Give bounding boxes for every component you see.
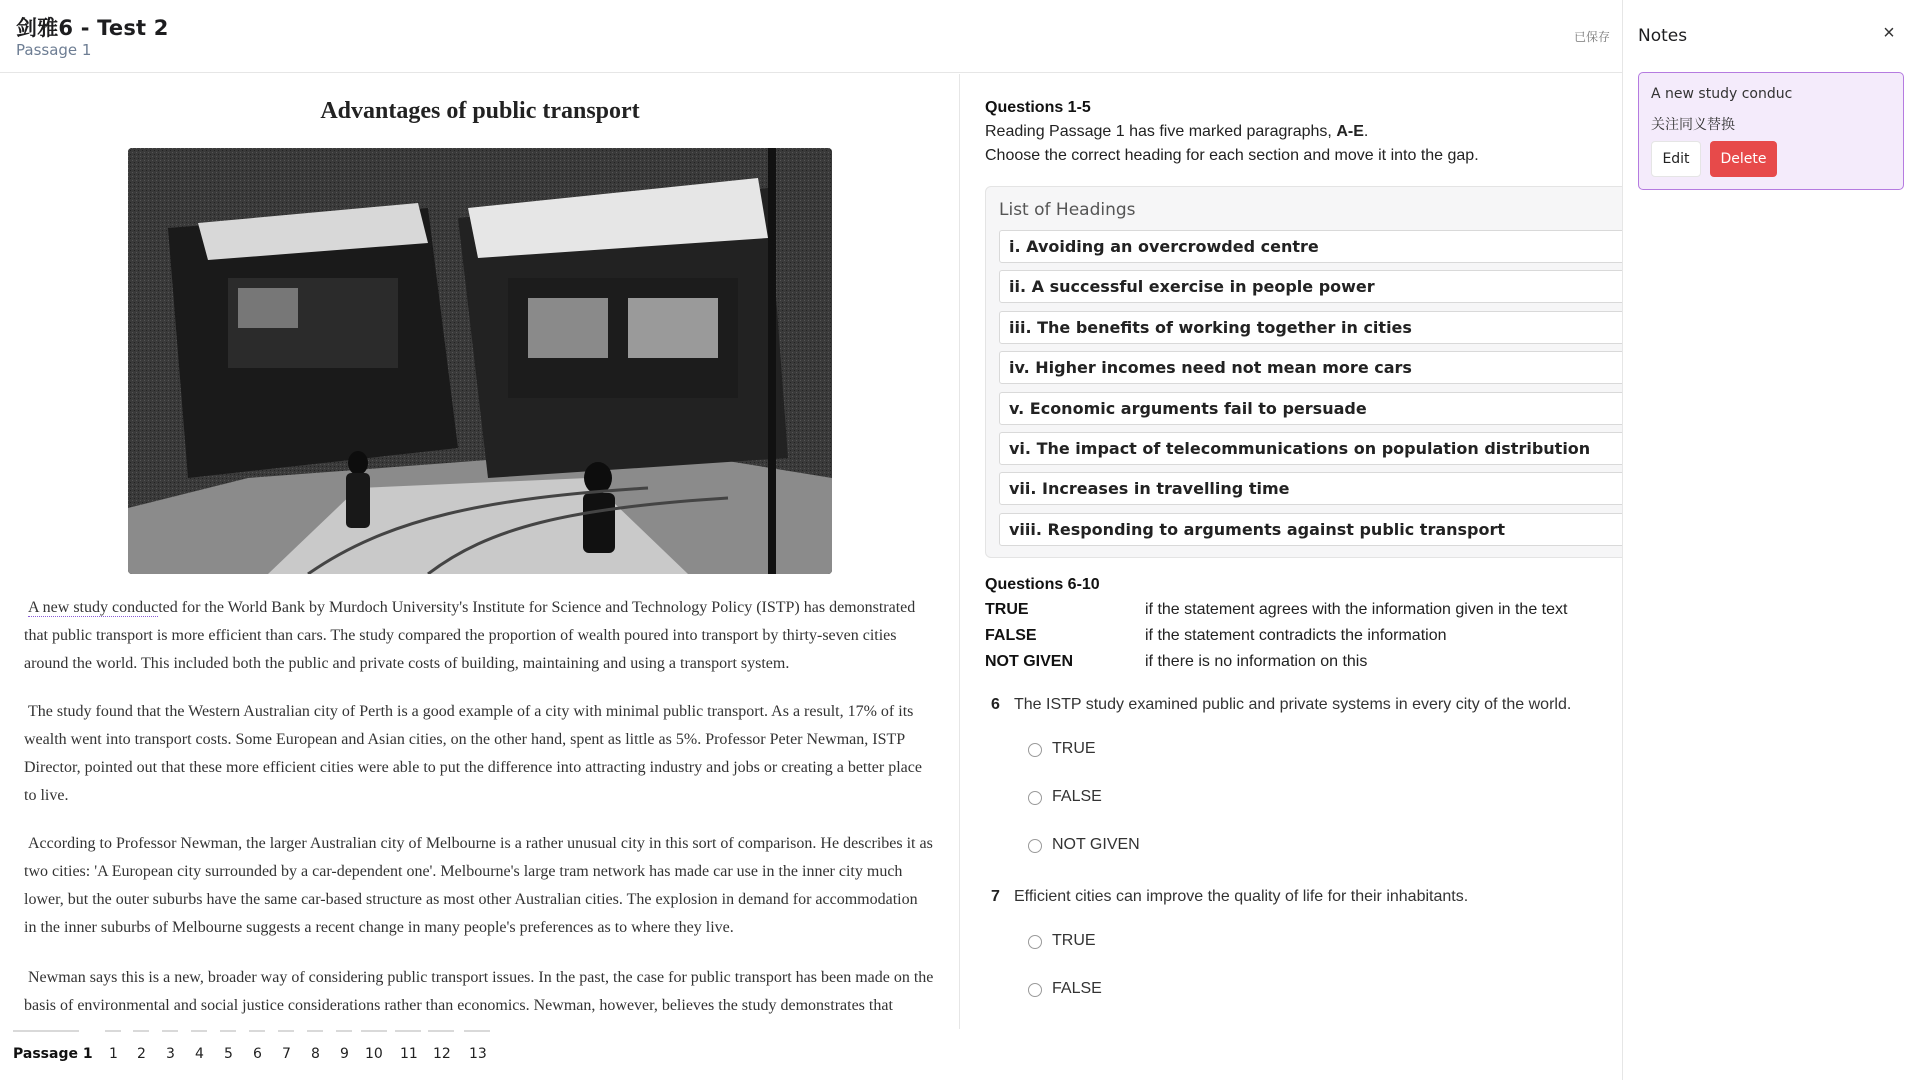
nav-passage-label[interactable]: Passage 1	[13, 1046, 93, 1062]
nav-question-4[interactable]: 4	[195, 1046, 204, 1062]
nav-underline	[191, 1030, 207, 1032]
radio-button[interactable]	[1028, 791, 1042, 805]
nav-question-9[interactable]: 9	[340, 1046, 349, 1062]
page-title: 剑雅6 - Test 2	[16, 16, 169, 40]
heading-option[interactable]: vii. Increases in travelling time	[999, 472, 1622, 505]
key-false: FALSE	[985, 627, 1037, 644]
reading-passage[interactable]	[0, 74, 960, 1029]
passage-paragraph: According to Professor Newman, the larger Australian city of Melbourne is a rather unusual city in this sort of comparison. He describes it as two cities: 'A European city surrounded by a car-dependent one'. Melbourne's large tram network has made car use in the inner city much lower, but the outer suburbs have the same car-based structure as most other Australian cities. The explosion in demand for accommodation in the inner suburbs of Melbourne suggests a recent change in many people's preferences as to where they live.	[24, 835, 933, 936]
nav-question-5[interactable]: 5	[224, 1046, 233, 1062]
passage-paragraph: The study found that the Western Australian city of Perth is a good example of a city with minimal public transport. As a result, 17% of its wealth went into transport costs. Some European and Asian cities, on the other hand, spent as little as 5%. Professor Peter Newman, ISTP Director, pointed out that these more efficient cities were able to put the difference into attracting industry and jobs or creating a better place to live.	[24, 703, 922, 804]
nav-underline	[220, 1030, 236, 1032]
notes-sidebar	[1622, 0, 1920, 1080]
questions-6-10-heading: Questions 6-10	[985, 576, 1100, 593]
key-true-desc: if the statement agrees with the information given in the text	[1145, 601, 1568, 618]
nav-underline	[428, 1030, 454, 1032]
heading-option[interactable]: iv. Higher incomes need not mean more cars	[999, 351, 1622, 384]
delete-note-button[interactable]: Delete	[1710, 141, 1777, 177]
questions-1-5-heading: Questions 1-5	[985, 99, 1091, 116]
heading-option[interactable]: v. Economic arguments fail to persuade	[999, 392, 1622, 425]
passage-photo	[128, 148, 832, 574]
nav-underline	[307, 1030, 323, 1032]
nav-underline	[361, 1030, 387, 1032]
nav-question-7[interactable]: 7	[282, 1046, 291, 1062]
passage-paragraph: Newman says this is a new, broader way of considering public transport issues. In the past, the case for public transport has been made on the basis of environmental and social justice considerations rather than economics. Newman, however, believes the study demonstrates that	[24, 969, 934, 1014]
saved-status: 已保存	[1573, 30, 1610, 44]
app-header	[0, 0, 1622, 73]
nav-question-3[interactable]: 3	[166, 1046, 175, 1062]
nav-underline	[105, 1030, 121, 1032]
nav-question-12[interactable]: 12	[433, 1046, 451, 1062]
question-nav	[0, 1029, 1622, 1080]
heading-option[interactable]: viii. Responding to arguments against public transport	[999, 513, 1622, 546]
nav-question-13[interactable]: 13	[469, 1046, 487, 1062]
key-not-given: NOT GIVEN	[985, 653, 1074, 670]
nav-underline	[162, 1030, 178, 1032]
nav-underline	[336, 1030, 352, 1032]
questions-panel[interactable]: Questions 1-5 Reading Passage 1 has five marked paragraphs, A-E. Choose the correct heading for each section and move it into the gap. List of Headings i. Avoiding an overcrowded centre ii. A successful exercise in people power iii. The benefits of working together in cities iv. Higher incomes need not mean more cars v. Economic arguments fail to persuade vi. The impact of telecommunications on population distribution vii. Increases in travelling time viii. Responding to arguments against public transport Questions 6-10 TRUE if the statement agrees with the information given in the text FALSE if the statement contradicts the information NOT GIVEN if there is no information on this 6 The ISTP study examined public and private systems in every city of the world. TRUE FALSE NOT GIVEN 7 Efficient cities can improve the quality of life for their inhabitants. TRUE FALSE	[961, 74, 1622, 1029]
page-subtitle: Passage 1	[16, 41, 92, 59]
question-7-text: Efficient cities can improve the quality of life for their inhabitants.	[1014, 888, 1469, 905]
list-of-headings	[985, 186, 1622, 558]
question-6-number: 6	[991, 696, 1000, 713]
radio-button[interactable]	[1028, 935, 1042, 949]
question-7-number: 7	[991, 888, 1000, 905]
nav-question-10[interactable]: 10	[365, 1046, 383, 1062]
list-of-headings-title: List of Headings	[999, 200, 1136, 220]
passage-title: Advantages of public transport	[320, 98, 640, 124]
note-text: 关注同义替换	[1651, 117, 1735, 133]
heading-option[interactable]: ii. A successful exercise in people power	[999, 270, 1622, 303]
nav-underline	[278, 1030, 294, 1032]
heading-option[interactable]: vi. The impact of telecommunications on population distribution	[999, 432, 1622, 465]
nav-underline	[133, 1030, 149, 1032]
note-card[interactable]	[1638, 72, 1904, 190]
heading-option[interactable]: i. Avoiding an overcrowded centre	[999, 230, 1622, 263]
heading-option[interactable]: iii. The benefits of working together in cities	[999, 311, 1622, 344]
key-not-given-desc: if there is no information on this	[1145, 653, 1368, 670]
key-false-desc: if the statement contradicts the information	[1145, 627, 1447, 644]
nav-question-8[interactable]: 8	[311, 1046, 320, 1062]
questions-1-5-instruction-2: Choose the correct heading for each section and move it into the gap.	[985, 147, 1479, 164]
nav-underline	[395, 1030, 421, 1032]
nav-underline	[249, 1030, 265, 1032]
question-6-text: The ISTP study examined public and private systems in every city of the world.	[1014, 696, 1572, 713]
radio-button[interactable]	[1028, 839, 1042, 853]
questions-1-5-instruction: Reading Passage 1 has five marked paragraphs, A-E.	[985, 123, 1369, 140]
highlighted-text[interactable]: A new study conduc	[28, 599, 159, 616]
nav-underline	[464, 1030, 490, 1032]
note-quote: A new study conduc	[1651, 86, 1793, 102]
key-true: TRUE	[985, 601, 1029, 618]
radio-button[interactable]	[1028, 743, 1042, 757]
nav-question-6[interactable]: 6	[253, 1046, 262, 1062]
passage-paragraph: A new study conducted for the World Bank by Murdoch University's Institute for Science and Technology Policy (ISTP) has demonstrated that public transport is more efficient than cars. The study compared the proportion of wealth poured into transport by thirty-seven cities around the world. This included both the public and private costs of building, maintaining and using a transport system.	[24, 599, 916, 672]
nav-question-1[interactable]: 1	[109, 1046, 118, 1062]
notes-title: Notes	[1638, 26, 1688, 46]
nav-question-2[interactable]: 2	[137, 1046, 146, 1062]
nav-progress-line	[13, 1030, 79, 1032]
nav-question-11[interactable]: 11	[400, 1046, 418, 1062]
radio-button[interactable]	[1028, 983, 1042, 997]
close-icon[interactable]: ×	[1883, 22, 1895, 44]
edit-note-button[interactable]: Edit	[1651, 141, 1701, 177]
